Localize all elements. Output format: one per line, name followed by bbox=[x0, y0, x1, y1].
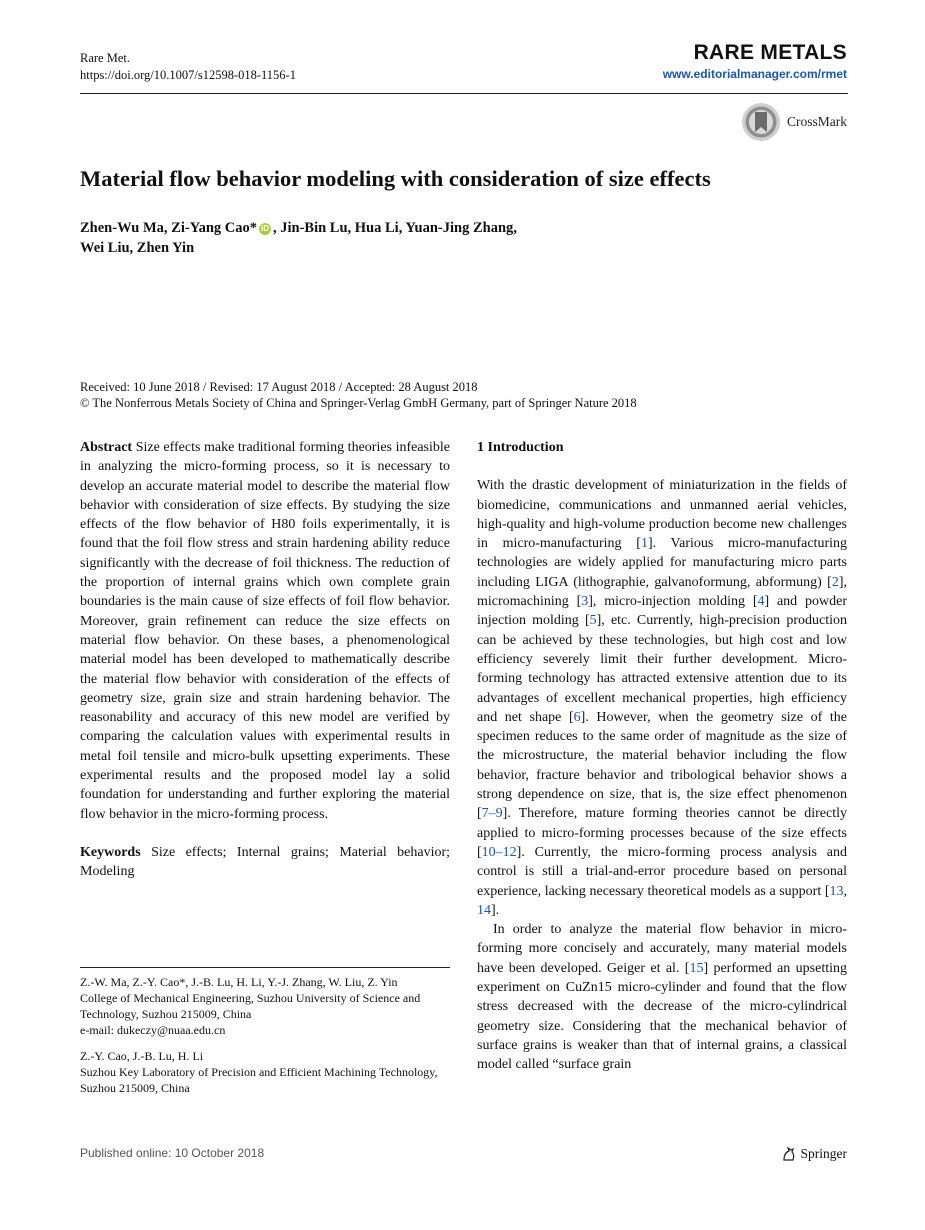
intro-p1-text: ]. Therefore, mature forming theories cannot be directly applied to micro-forming processes because of the size effects [ bbox=[477, 806, 847, 860]
citation-link[interactable]: 13 bbox=[829, 883, 844, 899]
citation-link[interactable]: 2 bbox=[831, 574, 839, 590]
crossmark-badge[interactable] bbox=[741, 102, 847, 142]
citation-link[interactable]: 15 bbox=[689, 960, 704, 976]
intro-p2-text: In order to analyze the material flow behavior in micro-forming more concisely and accurately, many material models have been developed. Geiger et al. [ bbox=[477, 922, 847, 976]
header-rule bbox=[80, 93, 848, 94]
citation-link[interactable]: 3 bbox=[581, 594, 589, 610]
citation-link[interactable]: 1 bbox=[640, 536, 648, 552]
section-heading-introduction: 1 Introduction bbox=[477, 440, 564, 455]
left-column bbox=[80, 438, 450, 882]
published-online: Published online: 10 October 2018 bbox=[80, 1146, 265, 1160]
citation-link[interactable]: 14 bbox=[477, 902, 491, 918]
keywords bbox=[80, 843, 450, 882]
intro-p1-text: ], micro-injection molding [ bbox=[588, 594, 758, 610]
intro-p1-text: ]. Various micro-manufacturing technologies are widely applied for manufacturing micro parts including LIGA (lithographie, galvanoformung, abformung) [ bbox=[477, 536, 847, 590]
journal-name: RARE METALS bbox=[693, 41, 847, 64]
citation-link[interactable]: 6 bbox=[573, 709, 581, 725]
orcid-icon[interactable]: iD bbox=[260, 224, 269, 233]
affiliation-1-institution: College of Mechanical Engineering, Suzhou University of Science and Technology, Suzhou 215009, China bbox=[80, 991, 421, 1021]
intro-p1-text: ], micromachining [ bbox=[477, 574, 847, 610]
affiliations bbox=[80, 967, 450, 1096]
intro-p1-text: ], etc. Currently, high-precision production can be achieved by these technologies, but high cost and low efficiency severely limit their further development. Micro-forming technology has attracted extensive attention due to its advantages of excellent mechanical properties, high efficiency and net shape [ bbox=[477, 613, 847, 725]
intro-p1-text: With the drastic development of miniaturization in the fields of biomedicine, communications and unmanned aerial vehicles, high-quality and high-volume production become new challenges in micro-manufacturing [ bbox=[477, 478, 847, 552]
affiliation-2-institution: Suzhou Key Laboratory of Precision and Efficient Machining Technology, Suzhou 215009, China bbox=[80, 1065, 438, 1095]
abstract-label: Abstract bbox=[80, 440, 133, 455]
citation-link[interactable]: 4 bbox=[757, 594, 765, 610]
journal-branding bbox=[663, 40, 847, 82]
authors-line2: Wei Liu, Zhen Yin bbox=[80, 240, 195, 256]
right-column bbox=[477, 438, 847, 1075]
intro-p1-text: ]. Currently, the micro-forming process analysis and control is still a trial-and-error procedure based on personal experience, lacking necessary theoretical models as a support [ bbox=[477, 844, 847, 899]
intro-p1-text: ] and powder injection molding [ bbox=[477, 594, 847, 629]
intro-p2-text: ] performed an upsetting experiment on CuZn15 micro-cylinder and found that the flow stress decreased with the decrease of the micro-cylindrical geometry size. Considering that the mechanical behavior of surface grains is weaker than that of internal grains, a classical model called “surface grain bbox=[477, 960, 847, 1073]
received-dates: Received: 10 June 2018 / Revised: 17 August 2018 / Accepted: 28 August 2018 bbox=[80, 380, 478, 394]
keywords-label: Keywords bbox=[80, 844, 141, 860]
affiliation-1-email[interactable]: e-mail: dukeczy@nuaa.edu.cn bbox=[80, 1023, 226, 1037]
abstract bbox=[80, 438, 450, 824]
citation-link[interactable]: 5 bbox=[589, 613, 597, 629]
abstract-text: Size effects make traditional forming theories infeasible in analyzing the micro-forming process, so it is necessary to develop an accurate material model to describe the material flow behavior with consideration of size effects. By studying the size effects of the flow behavior of H80 foils experimentally, it is found that the foil flow stress and strain hardening ability reduce significantly with the decrease of foil thickness. The reduction of the proportion of internal grains which own complete grain boundaries is the main cause of size effects of foil flow behavior. Moreover, grain refinement can reduce the size effects on material flow behavior. On these bases, a phenomenological material model has been developed to mathematically describe the material flow behavior with consideration of the effects of geometry size, grain size and strain hardening behavior. The reasonability and accuracy of this new model are verified by comparing the calculation values with experimental results in metal foil tensile and micro-bulk upsetting experiments. These experimental results and the proposed model lay a solid foundation for understanding and further exploring the material flow behavior in the micro-forming process. bbox=[80, 440, 450, 822]
affiliation-2-authors: Z.-Y. Cao, J.-B. Lu, H. Li bbox=[80, 1049, 204, 1063]
article-title: Material flow behavior modeling with consideration of size effects bbox=[80, 166, 711, 191]
keywords-text: Size effects; Internal grains; Material behavior; Modeling bbox=[80, 844, 451, 880]
crossmark-label: CrossMark bbox=[787, 114, 847, 129]
journal-abbrev: Rare Met. bbox=[80, 51, 130, 65]
publisher-name: Springer bbox=[800, 1146, 847, 1161]
intro-p1-text: ]. bbox=[491, 902, 500, 918]
citation-link[interactable]: 7–9 bbox=[481, 806, 503, 822]
authors-line1-part-a: Zhen-Wu Ma, Zi-Yang Cao* bbox=[80, 220, 257, 236]
doi-link[interactable]: https://doi.org/10.1007/s12598-018-1156-1 bbox=[80, 68, 296, 82]
citation-link[interactable]: 10–12 bbox=[481, 844, 517, 860]
intro-paragraph-2 bbox=[477, 920, 847, 1074]
article-history bbox=[80, 379, 637, 411]
copyright-notice: © The Nonferrous Metals Society of China and Springer-Verlag GmbH Germany, part of Springer Nature 2018 bbox=[80, 396, 637, 410]
intro-paragraph-1 bbox=[477, 476, 847, 920]
journal-url-link[interactable]: www.editorialmanager.com/rmet bbox=[662, 67, 847, 81]
affiliation-rule bbox=[80, 967, 450, 968]
journal-header bbox=[80, 50, 296, 84]
intro-p1-text: ]. However, when the geometry size of the specimen reduces to the same order of magnitude as the size of the microstructure, the material behavior including the flow behavior, fracture behavior and tribological behavior shows a strong dependence on size, that is, the size effect phenomenon [ bbox=[477, 709, 847, 822]
publisher-logo[interactable] bbox=[781, 1146, 848, 1162]
author-list bbox=[80, 218, 640, 258]
intro-p1-text: , bbox=[843, 883, 847, 899]
crossmark-icon bbox=[741, 102, 781, 142]
affiliation-1-authors: Z.-W. Ma, Z.-Y. Cao*, J.-B. Lu, H. Li, Y.-J. Zhang, W. Liu, Z. Yin bbox=[80, 975, 398, 989]
springer-horse-icon bbox=[781, 1146, 797, 1162]
authors-line1-part-b: , Jin-Bin Lu, Hua Li, Yuan-Jing Zhang, bbox=[272, 220, 517, 236]
